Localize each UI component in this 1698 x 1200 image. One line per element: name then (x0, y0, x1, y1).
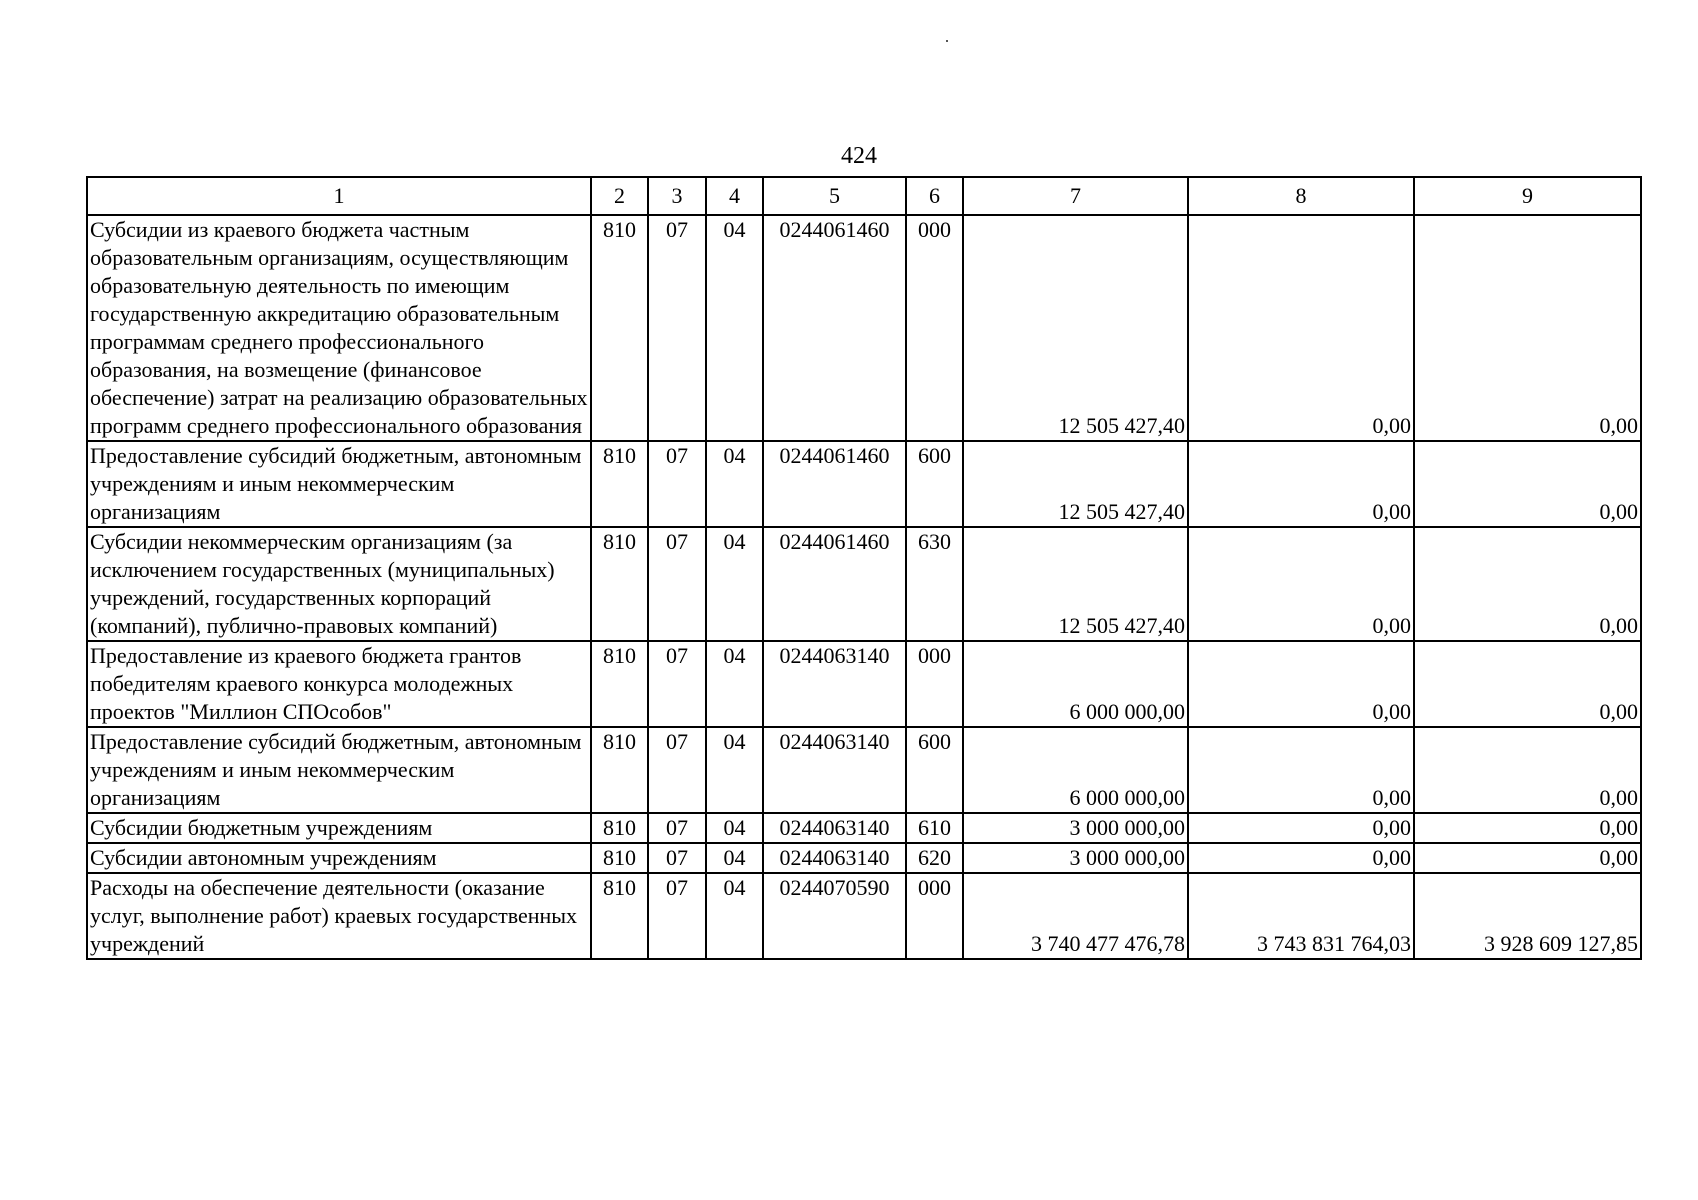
cell-code: 610 (906, 813, 963, 843)
cell-code: 000 (906, 215, 963, 441)
cell-amount: 0,00 (1188, 641, 1414, 727)
column-header: 1 (87, 177, 591, 215)
cell-amount: 3 000 000,00 (963, 813, 1188, 843)
cell-code: 810 (591, 215, 648, 441)
cell-amount: 3 928 609 127,85 (1414, 873, 1641, 959)
cell-code: 620 (906, 843, 963, 873)
column-header: 6 (906, 177, 963, 215)
cell-amount: 0,00 (1414, 813, 1641, 843)
cell-amount: 3 740 477 476,78 (963, 873, 1188, 959)
cell-code: 630 (906, 527, 963, 641)
cell-code: 0244061460 (763, 527, 906, 641)
table-row (87, 641, 1641, 727)
cell-code: 07 (648, 873, 706, 959)
budget-table (86, 176, 1642, 960)
cell-amount: 0,00 (1414, 527, 1641, 641)
column-header: 8 (1188, 177, 1414, 215)
scan-speck (946, 40, 948, 42)
cell-amount: 0,00 (1414, 727, 1641, 813)
cell-amount: 3 000 000,00 (963, 843, 1188, 873)
cell-amount: 0,00 (1414, 215, 1641, 441)
cell-amount: 6 000 000,00 (963, 727, 1188, 813)
cell-amount: 0,00 (1414, 843, 1641, 873)
cell-code: 04 (706, 441, 763, 527)
cell-code: 07 (648, 441, 706, 527)
cell-code: 0244063140 (763, 843, 906, 873)
table-row (87, 843, 1641, 873)
row-name: Расходы на обеспечение деятельности (оказание услуг, выполнение работ) краевых государственных учреждений (87, 873, 591, 959)
cell-amount: 0,00 (1188, 215, 1414, 441)
cell-code: 000 (906, 641, 963, 727)
cell-code: 04 (706, 813, 763, 843)
cell-code: 0244063140 (763, 813, 906, 843)
cell-amount: 0,00 (1188, 441, 1414, 527)
cell-code: 810 (591, 527, 648, 641)
cell-code: 07 (648, 727, 706, 813)
table-row (87, 215, 1641, 441)
cell-amount: 12 505 427,40 (963, 527, 1188, 641)
cell-amount: 12 505 427,40 (963, 215, 1188, 441)
row-name: Субсидии бюджетным учреждениям (87, 813, 591, 843)
cell-code: 07 (648, 527, 706, 641)
cell-amount: 6 000 000,00 (963, 641, 1188, 727)
row-name: Предоставление из краевого бюджета грантов победителям краевого конкурса молодежных проектов "Миллион СПОсобов" (87, 641, 591, 727)
row-name: Предоставление субсидий бюджетным, автономным учреждениям и иным некоммерческим организациям (87, 727, 591, 813)
cell-amount: 0,00 (1188, 843, 1414, 873)
cell-code: 810 (591, 873, 648, 959)
row-name: Субсидии некоммерческим организациям (за исключением государственных (муниципальных) учреждений, государственных корпораций (компаний), публично-правовых компаний) (87, 527, 591, 641)
cell-code: 04 (706, 843, 763, 873)
cell-code: 600 (906, 441, 963, 527)
row-name: Предоставление субсидий бюджетным, автономным учреждениям и иным некоммерческим организациям (87, 441, 591, 527)
cell-amount: 0,00 (1188, 527, 1414, 641)
cell-code: 04 (706, 873, 763, 959)
row-name: Субсидии автономным учреждениям (87, 843, 591, 873)
cell-code: 07 (648, 641, 706, 727)
cell-amount: 0,00 (1188, 813, 1414, 843)
cell-code: 04 (706, 215, 763, 441)
cell-code: 0244063140 (763, 641, 906, 727)
column-header: 4 (706, 177, 763, 215)
cell-code: 0244061460 (763, 215, 906, 441)
cell-code: 000 (906, 873, 963, 959)
table-row (87, 727, 1641, 813)
table-header-row (87, 177, 1641, 215)
table-row (87, 873, 1641, 959)
table-row (87, 527, 1641, 641)
column-header: 9 (1414, 177, 1641, 215)
cell-code: 0244061460 (763, 441, 906, 527)
cell-code: 600 (906, 727, 963, 813)
cell-amount: 0,00 (1414, 641, 1641, 727)
column-header: 3 (648, 177, 706, 215)
column-header: 5 (763, 177, 906, 215)
column-header: 2 (591, 177, 648, 215)
cell-code: 0244063140 (763, 727, 906, 813)
cell-code: 810 (591, 843, 648, 873)
cell-amount: 3 743 831 764,03 (1188, 873, 1414, 959)
cell-code: 0244070590 (763, 873, 906, 959)
page-number: 424 (841, 143, 877, 169)
cell-amount: 12 505 427,40 (963, 441, 1188, 527)
table-row (87, 813, 1641, 843)
row-name: Субсидии из краевого бюджета частным образовательным организациям, осуществляющим образовательную деятельность по имеющим государственную аккредитацию образовательным программам среднего профессионального образования, на возмещение (финансовое обеспечение) затрат на реализацию образовательных программ среднего профессионального образования (87, 215, 591, 441)
cell-code: 04 (706, 641, 763, 727)
cell-code: 810 (591, 641, 648, 727)
cell-code: 810 (591, 727, 648, 813)
cell-code: 04 (706, 527, 763, 641)
cell-code: 810 (591, 813, 648, 843)
cell-code: 04 (706, 727, 763, 813)
table-row (87, 441, 1641, 527)
cell-code: 810 (591, 441, 648, 527)
cell-code: 07 (648, 813, 706, 843)
column-header: 7 (963, 177, 1188, 215)
cell-amount: 0,00 (1414, 441, 1641, 527)
cell-amount: 0,00 (1188, 727, 1414, 813)
cell-code: 07 (648, 215, 706, 441)
cell-code: 07 (648, 843, 706, 873)
